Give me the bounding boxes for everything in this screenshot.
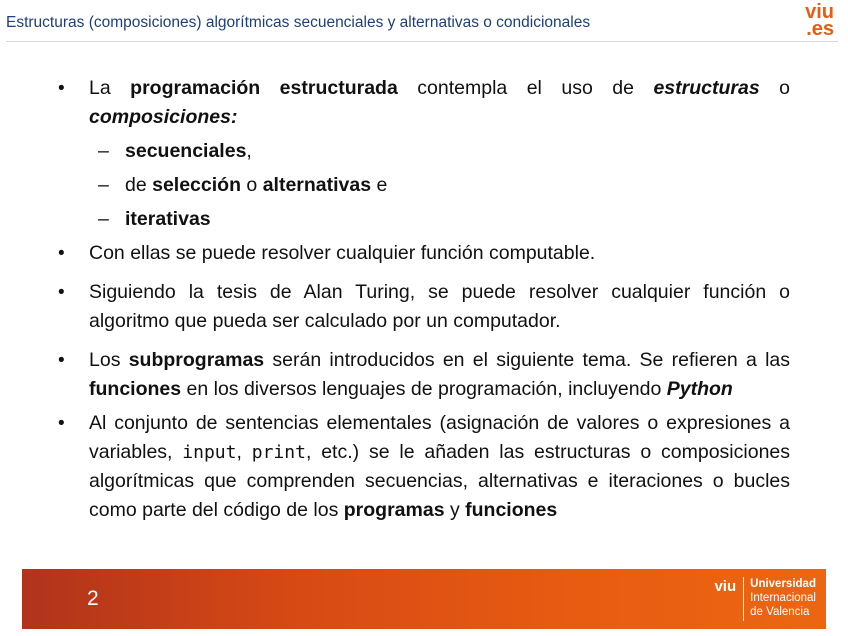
bullet-dot-icon: • — [58, 282, 65, 303]
bullet-text: serán introducidos en el siguiente tema. Se refieren a las — [264, 349, 791, 371]
bullet-item — [55, 346, 790, 404]
sub-list-item — [55, 205, 790, 234]
bullet-dot-icon: • — [58, 413, 65, 434]
bullet-text: en los diversos lenguajes de programación, incluyendo — [181, 378, 667, 400]
bold-term: iterativas — [125, 208, 211, 230]
logo-name-line: Internacional — [750, 592, 816, 604]
university-logo — [714, 577, 816, 623]
dash-icon: – — [98, 140, 109, 162]
bold-term: subprogramas — [128, 349, 265, 371]
logo-name-line: de Valencia — [750, 606, 810, 618]
bullet-text: Al conjunto de sentencias elementales (asignación de valores o expresiones a variables, — [89, 412, 790, 463]
dash-icon: – — [98, 174, 109, 196]
bullet-text: La — [89, 77, 131, 99]
bullet-text: Siguiendo la tesis de Alan Turing, se puede resolver cualquier función o algoritmo que pueda ser calculado por un computador. — [89, 281, 790, 332]
logo-brand: viu — [714, 578, 737, 595]
bold-italic-term: Python — [666, 378, 733, 400]
bullet-dot-icon: • — [58, 243, 65, 264]
bullet-dot-icon: • — [58, 78, 65, 99]
bold-term: funciones — [465, 499, 558, 521]
bullet-text: o — [759, 77, 790, 99]
bullet-item — [55, 239, 790, 268]
dash-icon: – — [98, 208, 109, 230]
bullet-dot-icon: • — [58, 350, 65, 371]
logo-line-viu: viu — [805, 1, 834, 23]
logo-line-es: .es — [806, 18, 834, 40]
bullet-text: , etc.) se le añaden las estructuras o composiciones algorítmicas que comprenden secuencias, alternativas e iteraciones o bucles como parte del código de los — [89, 441, 791, 521]
sub-list-item — [55, 137, 790, 166]
bold-term: alternativas — [262, 174, 372, 196]
page-number: 2 — [87, 587, 99, 610]
logo-divider — [743, 577, 744, 621]
sub-item-text: e — [371, 174, 388, 196]
bold-term: programas — [343, 499, 445, 521]
bold-term: secuenciales — [125, 140, 247, 162]
bold-term: funciones — [89, 378, 182, 400]
slide-body — [55, 74, 790, 525]
viu-es-logo — [790, 1, 834, 44]
bold-term: programación estructurada — [130, 77, 398, 99]
bullet-text: Los — [89, 349, 129, 371]
bullet-text: contempla el uso de — [397, 77, 654, 99]
bullet-item — [55, 278, 790, 336]
header-divider — [6, 41, 838, 42]
bullet-item — [55, 74, 790, 132]
slide-title: Estructuras (composiciones) algorítmicas secuenciales y alternativas o condicionales — [6, 14, 591, 31]
sub-item-text: , — [246, 140, 252, 162]
bullet-text: Con ellas se puede resolver cualquier función computable. — [89, 242, 596, 264]
logo-name — [750, 577, 816, 619]
code-term: print — [251, 442, 306, 463]
sub-item-text: de — [125, 174, 153, 196]
bullet-text: y — [444, 499, 466, 521]
bold-italic-term: estructuras — [653, 77, 760, 99]
bullet-text: , — [236, 441, 252, 463]
code-term: input — [182, 442, 237, 463]
bullet-item — [55, 409, 790, 525]
logo-name-line: Universidad — [750, 578, 816, 590]
footer-bar — [22, 569, 826, 629]
bold-italic-term: composiciones: — [89, 106, 238, 128]
sub-item-text: o — [241, 174, 263, 196]
bold-term: selección — [152, 174, 241, 196]
sub-list-item — [55, 171, 790, 200]
